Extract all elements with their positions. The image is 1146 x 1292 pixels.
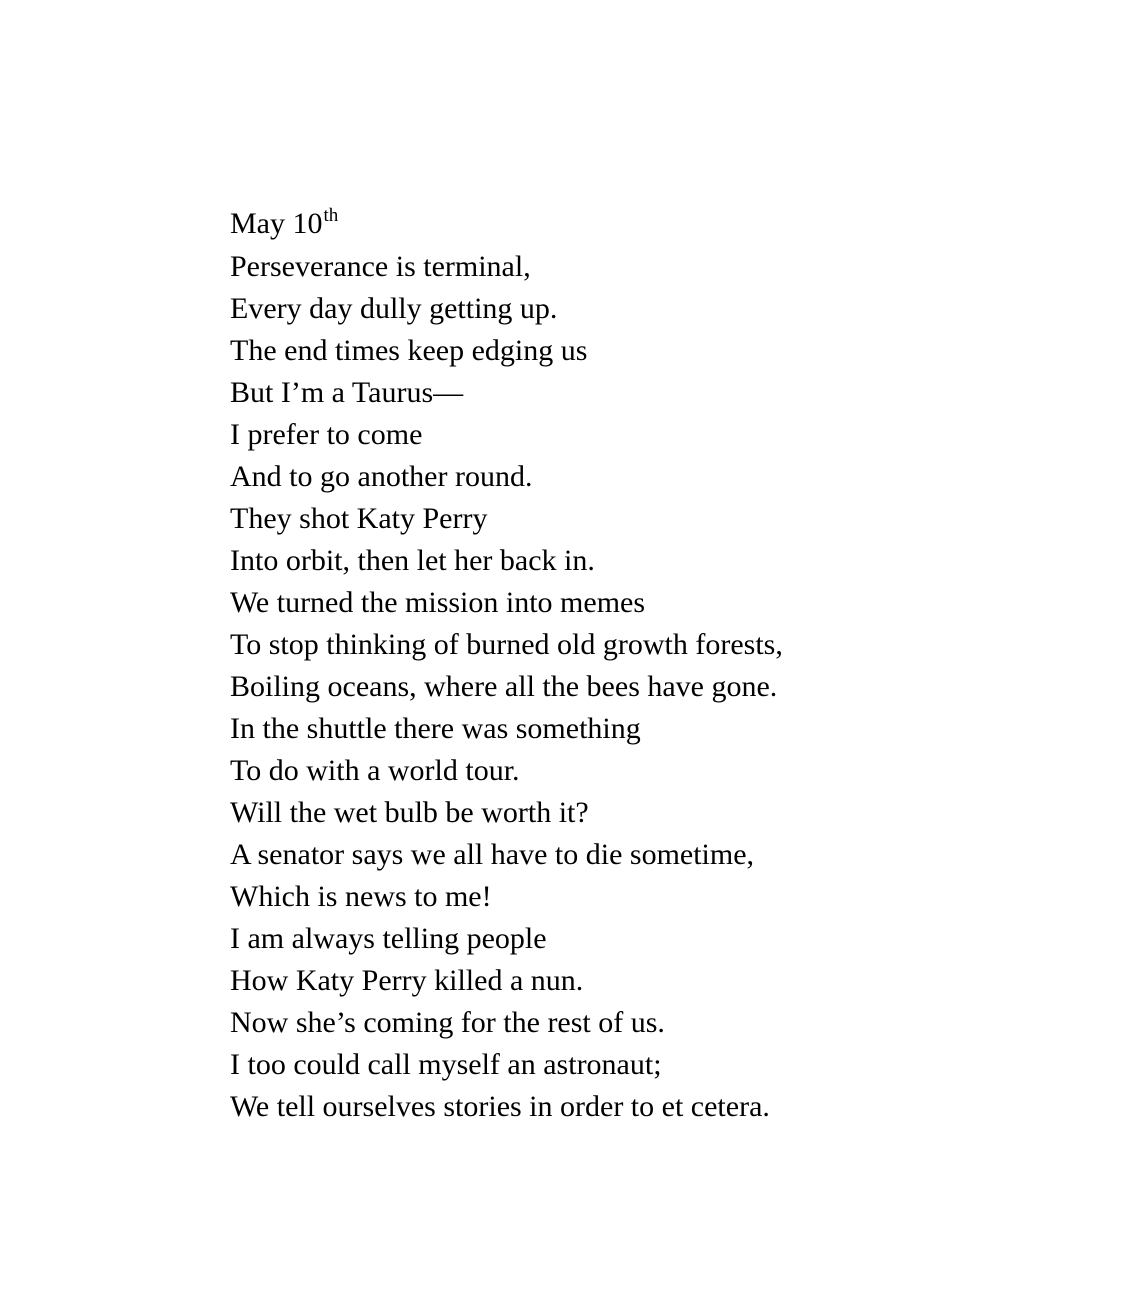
- poem-page: [230, 202, 1110, 1128]
- poem-line: Into orbit, then let her back in.: [230, 544, 595, 577]
- poem-line: I too could call myself an astronaut;: [230, 1048, 662, 1081]
- poem-line: To do with a world tour.: [230, 754, 520, 787]
- poem-line: To stop thinking of burned old growth forests,: [230, 628, 783, 661]
- poem-line: Now she’s coming for the rest of us.: [230, 1006, 665, 1039]
- date-ordinal-suffix: th: [323, 205, 339, 226]
- poem-body: [230, 246, 1110, 1128]
- poem-line: And to go another round.: [230, 460, 533, 493]
- poem-line: I am always telling people: [230, 922, 547, 955]
- date-text: May 10: [230, 207, 323, 240]
- poem-line: They shot Katy Perry: [230, 502, 488, 535]
- poem-line: We turned the mission into memes: [230, 586, 646, 619]
- poem-line: Boiling oceans, where all the bees have gone.: [230, 670, 778, 703]
- poem-line: Will the wet bulb be worth it?: [230, 796, 589, 829]
- poem-line: I prefer to come: [230, 418, 423, 451]
- poem-line: Perseverance is terminal,: [230, 250, 531, 283]
- poem-date-heading: [230, 202, 1110, 246]
- poem-line: A senator says we all have to die sometime,: [230, 838, 755, 871]
- poem-line: We tell ourselves stories in order to et cetera.: [230, 1090, 770, 1123]
- poem-line: The end times keep edging us: [230, 334, 588, 367]
- poem-line: Every day dully getting up.: [230, 292, 558, 325]
- poem-line: But I’m a Taurus—: [230, 376, 464, 409]
- poem-line: Which is news to me!: [230, 880, 492, 913]
- poem-line: How Katy Perry killed a nun.: [230, 964, 584, 997]
- poem-line: In the shuttle there was something: [230, 712, 641, 745]
